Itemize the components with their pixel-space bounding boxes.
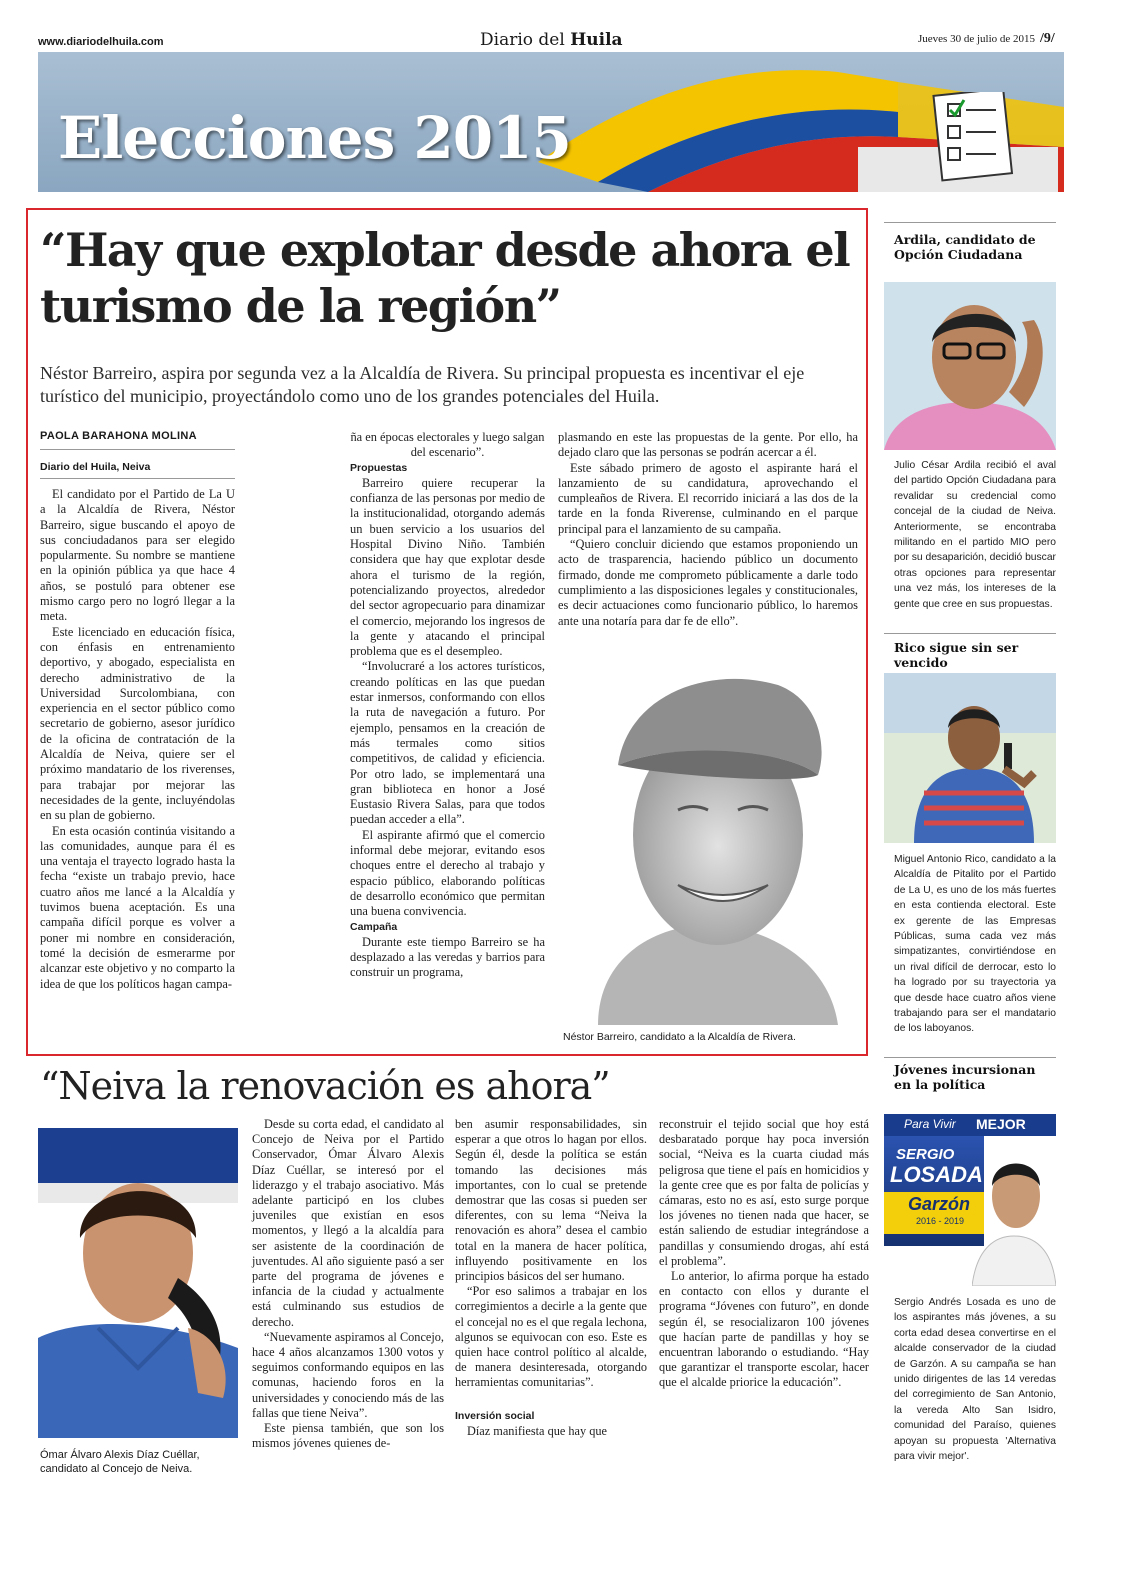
paragraph: Desde su corta edad, el candidato al Concejo de Neiva por el Partido Conservador, Ómar Álvaro Alexis Díaz Cuéllar, se interesó por el liderazgo y el trabajo asociativo. Más adelante participó en los clubes juveniles que existían en esos momentos, y llegó a la alcaldía para ser asistente de la coordinación de juventudes. Al año siguiente pasó a ser parte del programa de jóvenes e infancia de la ciudad y actualmente está culminando sus estudios de derecho.: [252, 1117, 444, 1329]
photo-sergio-losada: [972, 1136, 1056, 1286]
ballot-box-icon: [898, 92, 1048, 187]
paragraph: ña en épocas electorales y luego salgan del escenario”.: [350, 430, 545, 460]
paragraph: “Quiero concluir diciendo que estamos proponiendo un acto de trasparencia, haciendo público un documento firmado, donde me comprometo públicamente a darle todo cumplimiento a las disposiciones legales y constitucionales, es decir actuaciones como funcionario público, lo haremos ante una notaría para dar fe de ello”.: [558, 537, 858, 628]
sidebar-headline-rico: Rico sigue sin ser vencido: [894, 640, 1019, 670]
paragraph: Este licenciado en educación física, con énfasis en entrenamiento deportivo, y abogado, especialista en derecho administrativo de la Universidad Surcolombiana, con experiencia en el sector público como secretario de gobierno, asesor jurídico de la oficina de contratación de la Alcaldía de Neiva, quiere ser el próximo mandatario de los riverenses, para trabajar por mejorar las necesidades de la gente, incluyéndolas en su plan de gobierno.: [40, 624, 235, 823]
photo-miguel-antonio-rico: [884, 673, 1056, 843]
paragraph: plasmando en este las propuestas de la gente. Por ello, ha dejado claro que las personas se podrán acercar a él.: [558, 430, 858, 460]
paragraph: “Involucraré a los actores turísticos, creando políticas en las que puedan estar inmersos, conformando con ellos la ruta de navegación a futuro. Por ejemplo, pensamos en la creación de más termales como sitios competitivos, de calidad y eficiencia. Por otro lado, se implementará una gran biblioteca en honor a José Eustasio Rivera Salas, para que todos puedan acceder a ella”.: [350, 659, 545, 827]
poster-slogan: Para Vivir: [904, 1117, 956, 1131]
poster-slogan-bold: MEJOR: [976, 1116, 1026, 1132]
subhead-inversion-social: Inversión social: [455, 1409, 535, 1422]
main-headline: “Hay que explotar desde ahora el turismo de la región”: [40, 223, 850, 333]
main-lead: Néstor Barreiro, aspira por segunda vez a la Alcaldía de Rivera. Su principal propuesta es incentivar el eje turístico del municipio, proyectándolo como uno de los grandes potenciales del Huila.: [40, 363, 805, 406]
paragraph: “Por eso salimos a trabajar en los corregimientos a decirle a la gente que el concejal no es el que regala lechona, algunos se equivocan con eso. Este es quien hace control político al alcalde, de manera desinteresada, otorgando herramientas comunitarias”.: [455, 1284, 647, 1390]
byline-rule: [40, 449, 235, 450]
paragraph: En esta ocasión continúa visitando a las comunidades, aunque para él es una ventaja el trayecto logrado hasta la fecha “existe un trabajo previo, hace cuatro años me lancé a la Alcaldía y tuvimos buena aceptación. Es una campaña difícil porque es volver a poner mi nombre en consideración, tomé la decisión de esmerarme por alcanzar este objetivo y no comparto la idea de que los políticos hagan campa-: [40, 823, 235, 991]
paragraph: reconstruir el tejido social que hoy está desbaratado porque hay poca inversión social, “Neiva es la cuarta ciudad más peligrosa que tiene el país en homicidios y la gente cree que es por falta de policías y cámaras, esto no es así, esto surge porque los jóvenes no tienen nada que hacer, se están saliendo de estudiar integrándose a pandillas y consumiendo drogas, ahí está el problema”.: [659, 1117, 869, 1268]
poster-place: Garzón: [908, 1194, 971, 1214]
paragraph: El aspirante afirmó que el comercio informal debe mejorar, evitando esos choques entre el derecho al trabajo y espacio público, elaborando políticas de desarrollo económico que permitan una buena convivencia.: [350, 827, 545, 919]
subhead-campana: Campaña: [350, 920, 398, 933]
section-title: Elecciones 2015: [58, 104, 571, 172]
paragraph: Este sábado primero de agosto el aspirante hará el lanzamiento de su candidatura, aprovechando el cumpleaños de Rivera. El recorrido iniciará a las dos de la tarde en la fonda Riverense, culminando en el parque principal para el lanzamiento de su campaña.: [558, 460, 858, 536]
sidebar-text-ardila: Julio César Ardila recibió el aval del partido Opción Ciudadana para revalidar su credencial como concejal de la ciudad de Neiva. Anteriormente, se encontraba militando en el partido MIO pero por su desaparición, decidió buscar otras opciones para representar una vez más, los intereses de la gente que cree en sus propuestas.: [894, 460, 1056, 610]
paragraph: Lo anterior, lo afirma porque ha estado en contacto con ellos y durante el programa “Jóvenes con futuro”, en donde según él, se resocializaron 100 jóvenes que hacían parte de pandillas y hoy se encuentran laborando o estudiando. “Hay que garantizar el transporte escolar, hacer que el alcalde priorice la educación”.: [659, 1269, 869, 1390]
photo-caption: Ómar Álvaro Alexis Díaz Cuéllar, candidato al Concejo de Neiva.: [40, 1449, 200, 1475]
poster-first-name: SERGIO: [896, 1146, 955, 1163]
photo-caption: Néstor Barreiro, candidato a la Alcaldía de Rivera.: [563, 1031, 796, 1043]
poster-years: 2016 - 2019: [916, 1216, 965, 1226]
main-column-1: [40, 487, 235, 992]
paragraph: El candidato por el Partido de La U a la Alcaldía de Rivera, Néstor Barreiro, sigue buscando el apoyo de sus conciudadanos para ser elegido popularmente. Su nombre se mantiene en la opinión pública ya que hace 4 años, se postuló para obtener ese mismo cargo pero no logró llegar a la meta.: [40, 487, 235, 624]
photo-julio-cesar-ardila: [884, 282, 1056, 450]
credit-rule: [40, 478, 235, 479]
main-column-2: [350, 430, 545, 981]
subhead-propuestas: Propuestas: [350, 461, 408, 474]
second-headline: “Neiva la renovación es ahora”: [40, 1064, 610, 1108]
sidebar-rule: [884, 633, 1056, 634]
credit-line: Diario del Huila, Neiva: [40, 461, 151, 473]
second-column-2: [455, 1117, 647, 1439]
newspaper-name: Diario del Huila: [480, 30, 623, 50]
site-url: www.diariodelhuila.com: [38, 36, 164, 48]
issue-date: Jueves 30 de julio de 2015: [918, 33, 1036, 45]
campaign-poster-losada: [884, 1114, 1056, 1286]
paragraph: Durante este tiempo Barreiro se ha desplazado a las veredas y barrios para construir un programa,: [350, 934, 545, 980]
section-banner: [38, 52, 1064, 192]
byline: PAOLA BARAHONA MOLINA: [40, 430, 197, 442]
paragraph: ben asumir responsabilidades, sin esperar a que otros lo hagan por ellos. Según él, desde la política se están tomando las decisiones más importantes, con lo cual se pretende demostrar que las cosas si pueden ser diferentes, con su lema “Neiva la renovación es ahora” desea el cambio total en la manera de hacer política, influyendo positivamente en los principios básicos del ser humano.: [455, 1117, 647, 1284]
sidebar-headline-ardila: Ardila, candidato de Opción Ciudadana: [894, 232, 1036, 262]
sidebar-headline-jovenes: Jóvenes incursionan en la política: [894, 1062, 1036, 1092]
paragraph: Este piensa también, que son los mismos jóvenes quienes de-: [252, 1421, 444, 1451]
page-number: /9/: [1040, 31, 1055, 46]
photo-nestor-barreiro: [558, 655, 858, 1025]
poster-last-name: LOSADA: [890, 1162, 983, 1187]
second-column-3: [659, 1117, 869, 1391]
second-column-1: [252, 1117, 444, 1451]
main-column-3: [558, 430, 858, 629]
sidebar-text-rico: Miguel Antonio Rico, candidato a la Alcaldía de Pitalito por el Partido de La U, es uno de los más fuertes en esta contienda electoral. Este ex gerente de las Empresas Públicas, suma cada vez más simpatizantes, convirtiéndose en un rival difícil de derrocar, esto lo ha logrado por su trayectoria ya que desde hace cuatro años viene trabajando para ser el mandatario de los laboyanos.: [894, 854, 1056, 1035]
sidebar-rule: [884, 222, 1056, 223]
sidebar-rule: [884, 1057, 1056, 1058]
paragraph: “Nuevamente aspiramos al Concejo, hace 4 años alcanzamos 1300 votos y seguimos conformando equipos en las comunas, haciendo foros en la universidades y conociendo más de las fallas que tiene Neiva”.: [252, 1329, 444, 1420]
sidebar-text-losada: Sergio Andrés Losada es uno de los aspirantes más jóvenes, a su corta edad desea convertirse en el alcalde conservador de la ciudad de Garzón. A su campaña se han unido dirigentes de las 14 veredas del corregimiento de San Antonio, la vereda Alto San Isidro, comunidad del Paraíso, quienes apoyan su propuesta 'Alternativa para vivir mejor'.: [894, 1297, 1056, 1463]
photo-omar-diaz-cuellar: [38, 1128, 238, 1438]
paragraph: Díaz manifiesta que hay que: [467, 1423, 607, 1438]
paragraph: Barreiro quiere recuperar la confianza de las personas por medio de la institucionalidad, otorgando además un buen servicio a los usuarios del Hospital Divino Niño. También considera que hay que explotar desde ahora el turismo de la región, potencializando proyectos, alrededor del sector agropecuario para dinamizar el comercio, mejorando los ingresos de la gente y atacando el principal problema que es el desempleo.: [350, 475, 545, 659]
